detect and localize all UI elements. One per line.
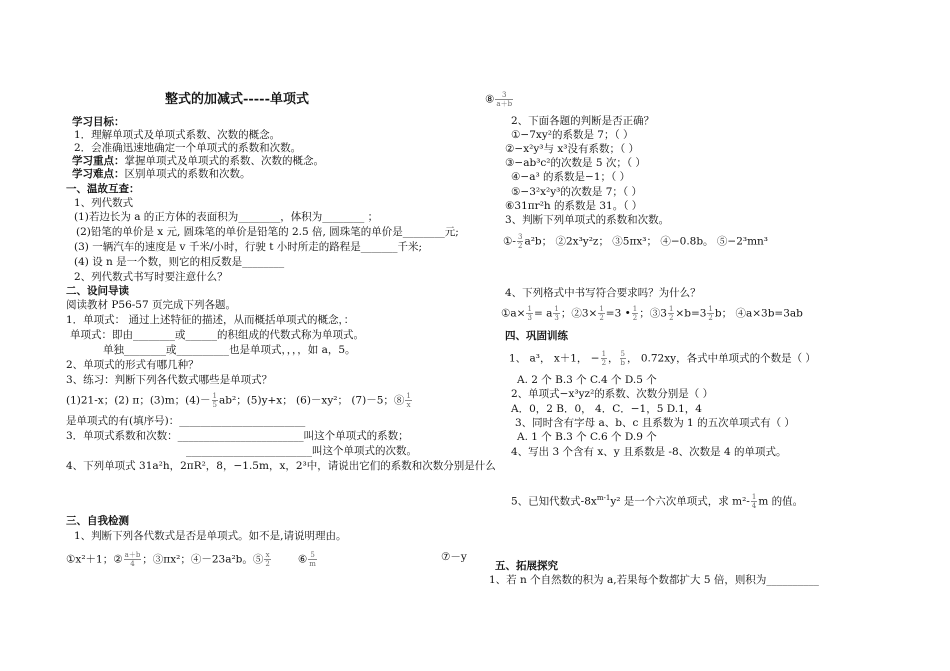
- label: 学习重点：: [72, 155, 125, 167]
- exponent: m-1: [596, 494, 611, 502]
- text-line: 1、列代数式: [74, 197, 134, 209]
- text: ①-: [503, 235, 516, 248]
- fraction: [308, 551, 317, 568]
- text-line: ②−x²y³与 x³没有系数；（ ）: [505, 143, 640, 155]
- fraction: [668, 305, 674, 322]
- numerator: x: [265, 551, 270, 559]
- numerator: 1: [406, 392, 411, 400]
- text-line: ④−a³ 的系数是−1；（ ）: [511, 171, 631, 183]
- text: ①x²＋1；②: [66, 553, 123, 566]
- text-line: (3) 一辆汽车的速度是 v 千米/小时，行驶 t 小时所走的路程是_______千米;: [74, 241, 423, 253]
- text: ⑥: [297, 553, 308, 566]
- text-line: 2、单项式−x³yz²的系数、次数分别是（ ）: [511, 388, 714, 400]
- denominator: 2: [601, 359, 607, 367]
- text-line: [72, 155, 324, 168]
- label: 学习难点：: [72, 168, 125, 180]
- text-line: 单独________或__________也是单项式，，，，如 a，5。: [103, 344, 356, 356]
- numerator: 1: [708, 305, 713, 313]
- text-line: 1、判断下列各代数式是否是单项式。如不是,请说明理由。: [74, 530, 347, 542]
- fraction: [405, 392, 411, 409]
- text: ①a×: [501, 307, 526, 320]
- fraction: [601, 350, 607, 367]
- numerator: 1: [632, 305, 638, 313]
- text-line: 2、单项式的形式有哪几种？: [66, 359, 199, 371]
- text-line: (4) 设 n 是一个数，则它的相反数是________: [74, 256, 285, 268]
- denominator: 2: [517, 242, 523, 250]
- numerator: 1: [668, 305, 674, 313]
- numerator: 3: [495, 91, 513, 100]
- text-line: A. 2 个 B.3 个 C.4 个 D.5 个: [517, 374, 657, 386]
- numerator: 5: [620, 350, 625, 358]
- section-heading: 二、设问导读: [66, 285, 129, 297]
- denominator: 4: [751, 502, 757, 510]
- fraction: [495, 91, 513, 108]
- denominator: 5: [212, 401, 217, 409]
- text-line: [66, 551, 318, 568]
- numerator: 1: [751, 493, 757, 501]
- text: =3 •: [605, 307, 631, 320]
- text-line: ________________________叫这个单项式的次数。: [186, 445, 417, 457]
- numerator: a＋b: [124, 551, 141, 559]
- text: 5、已知代数式-8x: [511, 495, 597, 508]
- text: a²b； ②2x³y²z； ③5πx³； ④−0.8b。 ⑤−2³mn³: [524, 235, 769, 248]
- text: ，: [608, 352, 619, 365]
- text-line: [503, 233, 768, 250]
- section-heading: 四、巩固训练: [505, 330, 568, 342]
- text-line: (1)若边长为 a 的正方体的表面积为________，体积为________ ；: [74, 211, 379, 223]
- section-heading: 学习目标：: [72, 116, 125, 128]
- text-line: [485, 91, 514, 108]
- fraction: [707, 305, 713, 322]
- text-line: ①−7xy²的系数是 7；（ ）: [511, 129, 634, 141]
- text-line: 2、列代数式书写时要注意什么？: [74, 271, 228, 283]
- text: 1、 a³， x＋1， −: [509, 352, 600, 365]
- fraction: [212, 392, 218, 409]
- text: 掌握单项式及单项式的系数、次数的概念。: [124, 155, 324, 167]
- text-line: 阅读教材 P56-57 页完成下列各题。: [66, 299, 237, 311]
- text: m 的值。: [758, 495, 804, 508]
- text-line: 2．会准确迅速地确定一个单项式的系数和次数。: [74, 142, 302, 154]
- numerator: 3: [517, 233, 523, 241]
- section-heading: 一、温故互查：: [66, 183, 140, 195]
- text-line: 3、练习：判断下列各代数式哪些是单项式？: [66, 374, 273, 386]
- denominator: m: [309, 560, 316, 568]
- text-line: [511, 493, 803, 510]
- denominator: a＋b: [496, 100, 513, 108]
- denominator: x: [406, 401, 411, 409]
- fraction: [620, 350, 626, 367]
- text-line: 4、下列单项式 31a²h，2πR²，8，−1.5m，x，2³中，请说出它们的系数和次数分别是什么: [66, 460, 496, 472]
- fraction: [517, 233, 523, 250]
- denominator: 2: [708, 314, 713, 322]
- text-line: 4、下列格式中书写符合要求吗？为什么？: [505, 287, 701, 299]
- text-line: 3．单项式系数和次数：________________________叫这个单项式的系数；: [66, 430, 409, 442]
- text-line: [501, 305, 803, 322]
- text: = a: [533, 307, 553, 320]
- numerator: 5: [308, 551, 317, 560]
- section-heading: 三、自我检测: [66, 515, 129, 527]
- text-line: ③−ab³c²的次数是 5 次；（ ）: [505, 157, 646, 169]
- text-line: 是单项式的有(填序号)：________________________: [66, 415, 306, 427]
- denominator: 4: [130, 560, 135, 568]
- fraction: [264, 551, 270, 568]
- text-line: 3、判断下列单项式的系数和次数。: [505, 214, 670, 226]
- text-line: 4、写出 3 个含有 x、y 且系数是 -8、次数是 4 的单项式。: [511, 446, 787, 458]
- text-line: ⑤−3²x²y³的次数是 7；（ ）: [511, 186, 642, 198]
- text-line: A．0，2 B．0， 4．C．−1，5 D.1，4: [511, 403, 702, 415]
- denominator: 2: [632, 314, 638, 322]
- numerator: 1: [599, 305, 604, 313]
- text: ；②3×: [560, 307, 598, 320]
- text: 区别单项式的系数和次数。: [124, 168, 251, 180]
- text-line: 2、下面各题的判断是否正确？: [511, 115, 655, 127]
- text-line: ⑦－y: [441, 551, 467, 563]
- denominator: 3: [527, 314, 532, 322]
- text: ， 0.72xy，各式中单项式的个数是（ ）: [627, 352, 816, 365]
- fraction: [553, 305, 559, 322]
- text-line: 单项式：即由________或______的积组成的代数式称为单项式。: [70, 329, 364, 341]
- fraction: [526, 305, 532, 322]
- text-line: 1．理解单项式及单项式系数、次数的概念。: [74, 129, 281, 141]
- fraction: [598, 305, 604, 322]
- text: ；③3: [639, 307, 667, 320]
- text-line: 1．单项式： 通过上述特征的描述，从而概括单项式的概念，：: [66, 314, 355, 326]
- text-line: [72, 168, 251, 181]
- text-line: 1、若 n 个自然数的积为 a,若果每个数都扩大 5 倍，则积为__________: [489, 574, 819, 586]
- section-heading: 五、拓展探究: [495, 560, 558, 572]
- text-line: 3、同时含有字母 a、b、c 且系数为 1 的五次单项式有（ ）: [515, 417, 795, 429]
- fraction: [124, 551, 142, 568]
- fraction: [751, 493, 757, 510]
- denominator: 3: [554, 314, 559, 322]
- numerator: 1: [527, 305, 532, 313]
- text: (1)21-x；(2) π；(3)m；(4)－: [66, 394, 211, 407]
- denominator: 2: [265, 560, 270, 568]
- text: ab²；(5)y+x； (6)－xy²； (7)－5；⑧: [219, 394, 405, 407]
- text-line: [66, 392, 413, 409]
- text: ×b=3: [675, 307, 707, 320]
- text: ⑧: [485, 93, 495, 106]
- denominator: b: [620, 359, 626, 367]
- denominator: 2: [668, 314, 674, 322]
- text: y² 是一个六次单项式，求 m²-: [610, 495, 750, 508]
- text-line: [509, 350, 816, 367]
- numerator: 1: [601, 350, 607, 358]
- text-line: ⑥31πr²h 的系数是 31。（ ）: [505, 200, 643, 212]
- text: ；③πx²；④－23a²b。⑤: [142, 553, 264, 566]
- fraction: [632, 305, 638, 322]
- denominator: 2: [599, 314, 604, 322]
- numerator: 1: [554, 305, 559, 313]
- text: b； ④a×3b=3ab: [714, 307, 803, 320]
- numerator: 1: [212, 392, 217, 400]
- page-title: 整式的加减式-----单项式: [165, 92, 309, 107]
- text-line: A. 1 个 B.3 个 C.6 个 D.9 个: [517, 431, 657, 443]
- text-line: (2)铅笔的单价是 x 元, 圆珠笔的单价是铅笔的 2.5 倍, 圆珠笔的单价是________元;: [76, 226, 459, 238]
